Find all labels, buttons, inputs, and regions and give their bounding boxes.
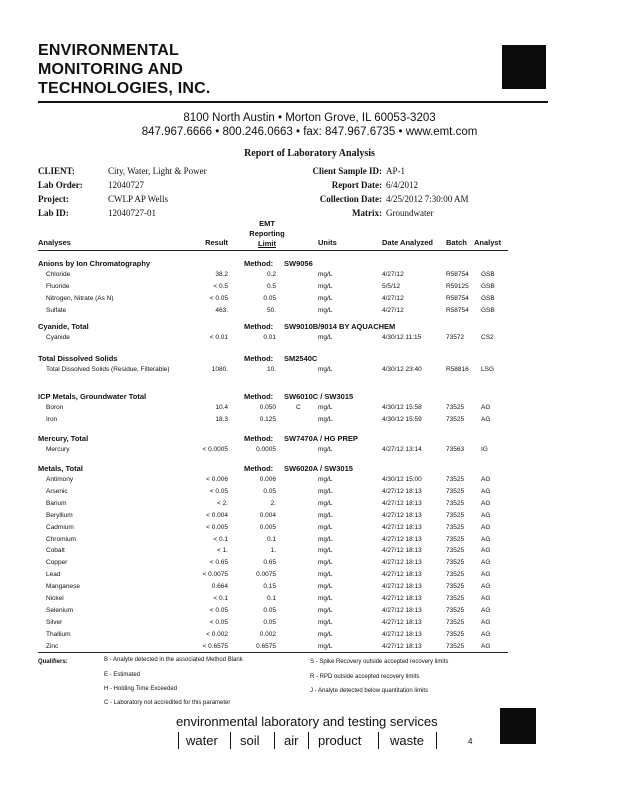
cell-batch: 73563 xyxy=(446,446,465,453)
cell-limit: 0.05 xyxy=(263,294,276,302)
cell-batch: R58754 xyxy=(446,294,469,302)
col-limit: Limit xyxy=(258,239,276,248)
cell-limit: 0.002 xyxy=(259,630,276,638)
cell-limit: 0.5 xyxy=(266,282,276,290)
col-units: Units xyxy=(318,238,337,247)
footer-black-square xyxy=(500,708,536,744)
cell-date: 4/30/12 15:00 xyxy=(382,476,422,483)
cell-date: 4/27/12 xyxy=(382,271,404,278)
cell-date: 4/27/12 xyxy=(382,306,404,314)
cell-date: 4/30/12 23:40 xyxy=(382,366,422,373)
cell-units: mg/L xyxy=(318,306,333,314)
cell-limit: 0.125 xyxy=(259,415,276,423)
cell-analyst: AG xyxy=(481,499,491,507)
cell-result: < 0.05 xyxy=(209,487,228,495)
cell-name: Cobalt xyxy=(46,547,65,555)
company-name-line-2: MONITORING AND xyxy=(38,61,184,78)
col-batch: Batch xyxy=(446,238,467,247)
cell-result: < 0.6575 xyxy=(202,642,228,650)
method-label: Method: xyxy=(244,434,274,443)
cell-limit: 0.006 xyxy=(259,476,276,483)
qualifier-j: J - Analyte detected below quantitation limits xyxy=(310,688,429,694)
cell-limit: 1. xyxy=(270,547,276,555)
cell-date: 4/30/12 15:59 xyxy=(382,415,422,423)
cell-name: Cyanide xyxy=(46,334,70,341)
cell-analyst: AG xyxy=(481,476,491,483)
cell-batch: 73525 xyxy=(446,547,465,555)
cell-units: mg/L xyxy=(318,487,333,495)
client-sample-value: AP-1 xyxy=(386,166,406,176)
method-value: SW6020A / SW3015 xyxy=(284,464,353,473)
cell-result: 38.2 xyxy=(215,271,228,278)
cell-units: mg/L xyxy=(318,618,333,626)
cell-analyst: AG xyxy=(481,618,491,626)
cell-name: Copper xyxy=(46,559,68,567)
cell-units: mg/L xyxy=(318,294,333,302)
cell-units: mg/L xyxy=(318,499,333,507)
cell-name: Antimony xyxy=(46,476,74,483)
logo-black-square xyxy=(502,45,546,89)
qualifier-c: C - Laboratory not accredited for this parameter xyxy=(104,700,231,706)
cell-batch: 73525 xyxy=(446,618,465,626)
cell-name: Arsenic xyxy=(46,487,68,495)
cell-result: < 0.004 xyxy=(206,511,228,519)
cell-limit: 0.004 xyxy=(259,511,276,519)
cell-name: Beryllium xyxy=(46,511,73,519)
method-label: Method: xyxy=(244,354,274,363)
cell-result: 0.664 xyxy=(211,583,228,591)
cell-units: mg/L xyxy=(318,606,333,614)
cell-analyst: AG xyxy=(481,535,491,543)
footer-item-air: air xyxy=(284,733,299,748)
footer-item-waste: waste xyxy=(390,733,424,748)
cell-analyst: AG xyxy=(481,571,491,579)
cell-batch: 73525 xyxy=(446,630,465,638)
footer-item-water: water xyxy=(186,733,218,748)
cell-units: mg/L xyxy=(318,476,333,483)
cell-result: 18.3 xyxy=(215,415,228,423)
qualifiers-label: Qualifiers: xyxy=(38,659,68,665)
cell-limit: 0.0005 xyxy=(256,446,276,453)
cell-limit: 2. xyxy=(270,499,276,507)
cell-analyst: AG xyxy=(481,559,491,567)
cell-result: < 0.05 xyxy=(209,294,228,302)
cell-units: mg/L xyxy=(318,571,333,579)
col-reporting: Reporting xyxy=(249,229,285,238)
cell-analyst: GSB xyxy=(481,294,495,302)
cell-name: Total Dissolved Solids (Residue, Filterable) xyxy=(46,366,170,373)
cell-units: mg/L xyxy=(318,511,333,519)
cell-units: mg/L xyxy=(318,523,333,531)
cell-date: 4/27/12 18:13 xyxy=(382,535,422,543)
cell-units: mg/L xyxy=(318,282,333,290)
cell-result: < 0.0005 xyxy=(202,446,228,453)
cell-result: < 0.005 xyxy=(206,523,228,531)
cell-analyst: LSG xyxy=(481,366,495,373)
cell-result: < 0.65 xyxy=(209,559,228,567)
cell-date: 4/27/12 18:13 xyxy=(382,523,422,531)
footer-item-soil: soil xyxy=(240,733,260,748)
client-label: CLIENT: xyxy=(38,166,75,176)
cell-result: < 0.05 xyxy=(209,606,228,614)
lab-id-label: Lab ID: xyxy=(38,208,69,218)
cell-units: mg/L xyxy=(318,366,333,373)
lab-order-label: Lab Order: xyxy=(38,180,83,190)
cell-date: 4/27/12 13:14 xyxy=(382,446,422,453)
cell-name: Sulfate xyxy=(46,306,67,314)
cell-batch: 73525 xyxy=(446,595,465,602)
cell-result: < 0.1 xyxy=(213,595,228,602)
cell-batch: 73525 xyxy=(446,511,465,519)
method-label: Method: xyxy=(244,322,274,331)
cell-batch: 73525 xyxy=(446,642,465,650)
section-title: Mercury, Total xyxy=(38,434,89,443)
cell-name: Cadmium xyxy=(46,523,74,531)
cell-date: 4/27/12 xyxy=(382,294,404,302)
cell-name: Mercury xyxy=(46,446,70,453)
cell-date: 4/27/12 18:13 xyxy=(382,606,422,614)
footer-tagline: environmental laboratory and testing services xyxy=(176,714,438,729)
cell-analyst: AG xyxy=(481,583,491,591)
cell-analyst: AG xyxy=(481,487,491,495)
cell-limit: 0.1 xyxy=(266,595,276,602)
section-title: Anions by Ion Chromatography xyxy=(38,259,151,268)
cell-limit: 0.050 xyxy=(259,404,276,411)
cell-date: 4/27/12 18:13 xyxy=(382,618,422,626)
client-value: City, Water, Light & Power xyxy=(108,166,207,176)
client-sample-label: Client Sample ID: xyxy=(312,166,382,176)
cell-analyst: AG xyxy=(481,642,491,650)
lab-order-value: 12040727 xyxy=(108,180,144,190)
cell-analyst: AG xyxy=(481,511,491,519)
footer-divider xyxy=(230,732,231,749)
cell-analyst: AG xyxy=(481,595,491,602)
cell-batch: 73525 xyxy=(446,415,465,423)
cell-date: 4/27/12 18:13 xyxy=(382,583,422,591)
method-value: SW9056 xyxy=(284,259,313,268)
report-title: Report of Laboratory Analysis xyxy=(244,148,375,159)
cell-units: mg/L xyxy=(318,547,333,555)
cell-result: < 1. xyxy=(216,547,228,555)
company-name-line-3: TECHNOLOGIES, INC. xyxy=(38,80,211,97)
cell-date: 5/5/12 xyxy=(382,282,401,290)
cell-name: Fluoride xyxy=(46,282,70,290)
cell-result: < 0.002 xyxy=(206,630,228,638)
cell-limit: 0.15 xyxy=(263,583,276,591)
section-title: Metals, Total xyxy=(38,464,83,473)
cell-limit: 50. xyxy=(266,306,276,314)
cell-limit: 0.1 xyxy=(266,535,276,543)
cell-analyst: CS2 xyxy=(481,334,494,341)
collection-date-label: Collection Date: xyxy=(319,194,382,204)
cell-result: < 2. xyxy=(216,499,228,507)
cell-batch: 73525 xyxy=(446,606,465,614)
cell-name: Boron xyxy=(46,404,64,411)
header-rule xyxy=(38,101,548,103)
cell-limit: 0.05 xyxy=(263,487,276,495)
footer-divider xyxy=(436,732,437,749)
cell-units: mg/L xyxy=(318,535,333,543)
col-analyst: Analyst xyxy=(474,238,502,247)
cell-date: 4/27/12 18:13 xyxy=(382,595,422,602)
cell-limit: 0.01 xyxy=(263,334,276,341)
footer-divider xyxy=(178,732,179,749)
project-value: CWLP AP Wells xyxy=(108,194,168,204)
col-date-analyzed: Date Analyzed xyxy=(382,238,433,247)
cell-name: Nickel xyxy=(46,595,64,602)
cell-batch: 73525 xyxy=(446,487,465,495)
cell-batch: 73525 xyxy=(446,499,465,507)
cell-batch: 73525 xyxy=(446,476,465,483)
method-value: SW7470A / HG PREP xyxy=(284,434,358,443)
cell-name: Selenium xyxy=(46,606,74,614)
cell-date: 4/27/12 18:13 xyxy=(382,499,422,507)
footer-divider xyxy=(274,732,275,749)
cell-limit: 0.05 xyxy=(263,606,276,614)
cell-name: Manganese xyxy=(46,583,80,591)
cell-analyst: GSB xyxy=(481,271,495,278)
section-title: Total Dissolved Solids xyxy=(38,354,118,363)
page-number: 4 xyxy=(468,737,473,746)
section-title: Cyanide, Total xyxy=(38,322,89,331)
cell-date: 4/27/12 18:13 xyxy=(382,547,422,555)
cell-units: mg/L xyxy=(318,583,333,591)
company-contact: 847.967.6666 • 800.246.0663 • fax: 847.967.6735 • www.emt.com xyxy=(141,126,478,138)
cell-date: 4/30/12 15:58 xyxy=(382,404,422,411)
project-label: Project: xyxy=(38,194,69,204)
cell-units: mg/L xyxy=(318,630,333,638)
report-date-label: Report Date: xyxy=(331,180,382,190)
cell-date: 4/27/12 18:13 xyxy=(382,559,422,567)
cell-date: 4/30/12 11:15 xyxy=(382,334,422,341)
cell-batch: 73525 xyxy=(446,559,465,567)
cell-limit: 0.05 xyxy=(263,618,276,626)
company-name-line-1: ENVIRONMENTAL xyxy=(38,42,179,59)
col-emt: EMT xyxy=(259,219,275,228)
cell-analyst: AG xyxy=(481,415,491,423)
cell-batch: R58754 xyxy=(446,306,469,314)
footer-divider xyxy=(378,732,379,749)
cell-analyst: IG xyxy=(481,446,488,453)
cell-result: < 0.01 xyxy=(209,334,228,341)
cell-q: C xyxy=(296,404,301,411)
cell-name: Silver xyxy=(46,618,63,626)
cell-batch: 73525 xyxy=(446,535,465,543)
cell-date: 4/27/12 18:13 xyxy=(382,630,422,638)
method-value: SW9010B/9014 BY AQUACHEM xyxy=(284,322,396,331)
cell-batch: 73525 xyxy=(446,523,465,531)
method-value: SW6010C / SW3015 xyxy=(284,392,354,401)
cell-limit: 0.65 xyxy=(263,559,276,567)
col-analyses: Analyses xyxy=(38,238,71,247)
qualifier-b: B - Analyte detected in the associated Method Blank xyxy=(104,657,243,663)
qualifiers-rule xyxy=(38,652,508,653)
cell-units: mg/L xyxy=(318,334,333,341)
qualifier-r: R - RPD outside accepted recovery limits xyxy=(310,674,420,680)
qualifier-s: S - Spike Recovery outside accepted recovery limits xyxy=(310,659,449,665)
cell-name: Iron xyxy=(46,415,58,423)
col-result: Result xyxy=(205,238,228,247)
cell-result: < 0.006 xyxy=(206,476,228,483)
cell-analyst: GSB xyxy=(481,306,495,314)
matrix-value: Groundwater xyxy=(386,208,434,218)
cell-limit: 0.005 xyxy=(259,523,276,531)
footer-item-product: product xyxy=(318,733,362,748)
cell-name: Zinc xyxy=(46,642,59,650)
column-header-rule xyxy=(38,250,508,251)
cell-name: Barium xyxy=(46,499,67,507)
cell-batch: 73572 xyxy=(446,334,465,341)
cell-units: mg/L xyxy=(318,446,333,453)
cell-limit: 10. xyxy=(266,366,276,373)
method-label: Method: xyxy=(244,464,274,473)
cell-units: mg/L xyxy=(318,595,333,602)
cell-analyst: AG xyxy=(481,606,491,614)
company-address: 8100 North Austin • Morton Grove, IL 60053-3203 xyxy=(183,112,436,124)
section-title: ICP Metals, Groundwater Total xyxy=(38,392,147,401)
cell-units: mg/L xyxy=(318,559,333,567)
cell-result: 10.4 xyxy=(215,404,228,411)
cell-date: 4/27/12 18:13 xyxy=(382,511,422,519)
cell-batch: R59125 xyxy=(446,282,469,290)
matrix-label: Matrix: xyxy=(352,208,382,218)
cell-units: mg/L xyxy=(318,404,333,411)
cell-limit: 0.6575 xyxy=(256,642,276,650)
cell-analyst: AG xyxy=(481,547,491,555)
cell-units: mg/L xyxy=(318,642,333,650)
cell-result: 1080. xyxy=(211,366,228,373)
cell-date: 4/27/12 18:13 xyxy=(382,487,422,495)
cell-name: Chromium xyxy=(46,535,76,543)
cell-date: 4/27/12 18:13 xyxy=(382,642,422,650)
cell-result: < 0.05 xyxy=(209,618,228,626)
cell-batch: 73525 xyxy=(446,404,465,411)
qualifier-h: H - Holding Time Exceeded xyxy=(104,686,178,692)
cell-analyst: GSB xyxy=(481,282,495,290)
cell-limit: 0.0075 xyxy=(256,571,276,579)
cell-name: Lead xyxy=(46,571,61,579)
cell-limit: 0.2 xyxy=(266,271,276,278)
cell-batch: R58754 xyxy=(446,271,469,278)
method-value: SM2540C xyxy=(284,354,318,363)
cell-units: mg/L xyxy=(318,271,333,278)
method-label: Method: xyxy=(244,259,274,268)
method-label: Method: xyxy=(244,392,274,401)
cell-batch: 73525 xyxy=(446,571,465,579)
lab-id-value: 12040727-01 xyxy=(108,208,156,218)
cell-analyst: AG xyxy=(481,630,491,638)
cell-batch: 73525 xyxy=(446,583,465,591)
cell-name: Thallium xyxy=(46,630,71,638)
cell-analyst: AG xyxy=(481,523,491,531)
cell-units: mg/L xyxy=(318,415,333,423)
cell-date: 4/27/12 18:13 xyxy=(382,571,422,579)
cell-analyst: AG xyxy=(481,404,491,411)
footer-divider xyxy=(308,732,309,749)
cell-result: < 0.0075 xyxy=(202,571,228,579)
qualifier-e: E - Estimated xyxy=(104,672,141,678)
cell-result: < 0.1 xyxy=(213,535,228,543)
report-date-value: 6/4/2012 xyxy=(386,180,419,190)
collection-date-value: 4/25/2012 7:30:00 AM xyxy=(386,194,469,204)
cell-name: Nitrogen, Nitrate (As N) xyxy=(46,294,114,302)
cell-result: < 0.5 xyxy=(213,282,228,290)
cell-result: 463. xyxy=(215,306,228,314)
cell-name: Chloride xyxy=(46,271,71,278)
cell-batch: R58816 xyxy=(446,366,469,373)
